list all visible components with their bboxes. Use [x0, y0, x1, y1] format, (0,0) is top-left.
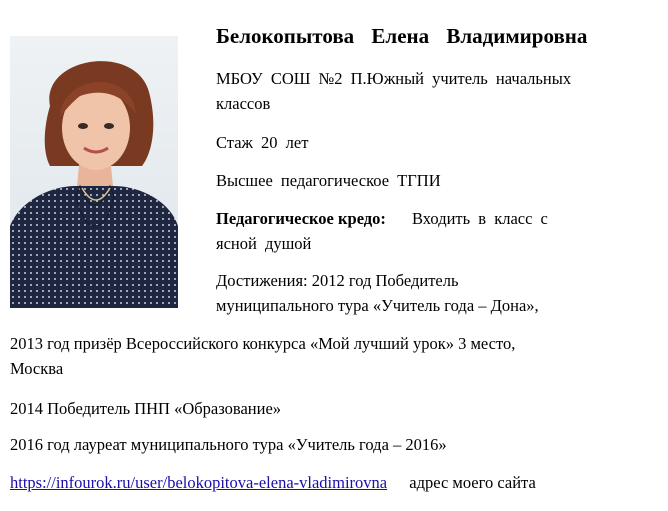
credo-text-cont: ясной душой	[216, 234, 312, 253]
achievements-line: 2013 год призёр Всероссийского конкурса «Мой лучший урок» 3 место,	[10, 334, 516, 353]
site-label: адрес моего сайта	[409, 473, 536, 492]
experience-text: Стаж 20 лет	[216, 133, 309, 152]
school-line: МБОУ СОШ №2 П.Южный учитель начальных	[216, 69, 572, 88]
site-link[interactable]: https://infourok.ru/user/belokopitova-elena-vladimirovna	[10, 473, 388, 492]
achievements-line: Достижения: 2012 год Победитель	[216, 271, 459, 290]
achievements-line: 2016 год лауреат муниципального тура «Учитель года – 2016»	[10, 435, 447, 454]
profile-photo	[10, 36, 178, 308]
education-text: Высшее педагогическое ТГПИ	[216, 171, 441, 190]
achievements-line: Москва	[10, 359, 64, 378]
site-row	[10, 470, 536, 495]
school-line-cont: классов	[216, 94, 271, 113]
credo-text: Входить в класс с	[412, 209, 548, 228]
achievements-line: муниципального тура «Учитель года – Дона»,	[216, 296, 539, 315]
credo-label: Педагогическое кредо:	[216, 209, 386, 228]
person-name: Белокопытова Елена Владимировна	[216, 24, 588, 48]
credo-row	[216, 206, 548, 231]
achievements-line: 2014 Победитель ПНП «Образование»	[10, 399, 282, 418]
